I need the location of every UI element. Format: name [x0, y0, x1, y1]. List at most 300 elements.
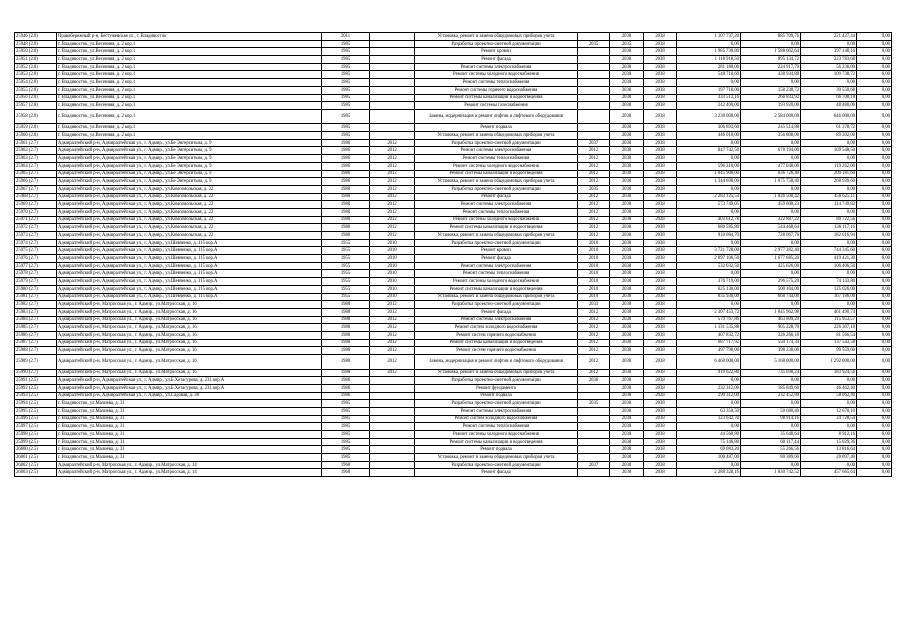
cell-address: г. Владивосток, ул.Весенняя, д. 2 кор.1: [57, 109, 322, 124]
cell-cost-fund: 0,00: [741, 423, 801, 431]
cell-year-built: 1980: [322, 232, 370, 240]
cell-cost-fund: 425 626,00: [741, 262, 801, 270]
cell-year-start: 2038: [610, 446, 644, 454]
cell-year-overhaul: [370, 63, 415, 71]
cell-address: Адмиралтейский р-н, Адмиралтейская ул., г. Адмир., ул.Садовая, д. 38: [57, 392, 322, 400]
cell-cost-fund: 35 648,64: [741, 431, 801, 439]
cell-year-prev: [578, 48, 610, 56]
cell-year-end: 2038: [644, 216, 677, 224]
cell-year-prev: [578, 63, 610, 71]
cell-cost-total: 0,00: [677, 208, 741, 216]
cell-row-id: 25951 (2.8): [15, 56, 57, 64]
table-row: [15, 162, 892, 170]
cell-work-type: Ремонт системы теплоснабжения: [415, 79, 578, 87]
cell-cost-other: 0,00: [857, 355, 892, 370]
cell-cost-total: 0,00: [677, 400, 741, 408]
table-row: [15, 147, 892, 155]
table-row: [15, 431, 892, 439]
cell-cost-owner: 0,00: [801, 79, 857, 87]
cell-year-overhaul: [370, 392, 415, 400]
cell-work-type: Ремонт подвала: [415, 392, 578, 400]
cell-year-overhaul: 2012: [370, 201, 415, 209]
cell-year-overhaul: 2012: [370, 232, 415, 240]
cell-year-start: 2038: [610, 278, 644, 286]
cell-year-start: 2038: [610, 63, 644, 71]
cell-work-type: Ремонт кровли: [415, 247, 578, 255]
cell-work-type: Ремонт кровли: [415, 48, 578, 56]
cell-cost-fund: 266 833,92: [741, 94, 801, 102]
cell-cost-total: 687 717,92: [677, 339, 741, 347]
cell-year-overhaul: 2012: [370, 369, 415, 377]
cell-year-prev: [578, 86, 610, 94]
cell-address: г. Владивосток, ул.Малиева, д. 31: [57, 431, 322, 439]
cell-cost-owner: 744 345,60: [801, 247, 857, 255]
cell-address: Адмиралтейский р-н, Адмиралтейская ул., г. Адмир., ул.Шевченко, д. 115 кор.А: [57, 270, 322, 278]
cell-year-prev: 2035: [578, 40, 610, 48]
cell-address: Адмиралтейский р-н, Адмиралтейская ул., г. Адмир., ул.Б.Хетагурова, д. 231 кор.А: [57, 377, 322, 385]
cell-address: Адмиралтейский р-н, Адмиралтейская ул., г. Адмир., ул.Бе Энгерситьна, д. 9: [57, 147, 322, 155]
cell-cost-other: 0,00: [857, 454, 892, 462]
table-row: [15, 48, 892, 56]
cell-year-built: 1985: [322, 407, 370, 415]
cell-address: Правобережный р-н, Бестужевская ул., г. Владивосток: [57, 33, 322, 41]
cell-work-type: Установка, ремонт и замена общедомовых приборов учета: [415, 132, 578, 140]
cell-cost-other: 0,00: [857, 392, 892, 400]
cell-cost-total: 0,00: [677, 377, 741, 385]
cell-cost-owner: 1 292 000,00: [801, 355, 857, 370]
cell-year-prev: 2012: [578, 316, 610, 324]
cell-cost-fund: 836 726,40: [741, 170, 801, 178]
cell-year-built: 1960: [322, 461, 370, 469]
cell-cost-other: 0,00: [857, 224, 892, 232]
cell-year-start: 2035: [610, 40, 644, 48]
cell-cost-fund: 0,00: [741, 208, 801, 216]
cell-cost-fund: 326 266,18: [741, 331, 801, 339]
cell-year-built: 1955: [322, 293, 370, 301]
cell-year-start: 2038: [610, 400, 644, 408]
cell-cost-fund: 193 920,00: [741, 102, 801, 110]
cell-year-end: 2038: [644, 400, 677, 408]
cell-address: Адмиралтейский р-н, Адмиралтейская ул., г. Адмир., ул.Комсомольская, д. 22: [57, 193, 322, 201]
cell-address: Адмиралтейский р-н, Адмиралтейская ул., г. Адмир., ул.Шевченко, д. 115 кор.А: [57, 278, 322, 286]
cell-year-overhaul: 2012: [370, 316, 415, 324]
cell-cost-owner: 397 148,16: [801, 48, 857, 56]
cell-row-id: 25955 (2.8): [15, 86, 57, 94]
cell-year-overhaul: [370, 124, 415, 132]
cell-year-built: 1988: [322, 339, 370, 347]
cell-year-built: 1988: [322, 301, 370, 309]
table-row: [15, 384, 892, 392]
cell-year-start: 2038: [610, 216, 644, 224]
cell-year-end: 2038: [644, 431, 677, 439]
cell-cost-total: 596 310,00: [677, 162, 741, 170]
cell-cost-fund: 0,00: [741, 400, 801, 408]
cell-year-end: 2038: [644, 308, 677, 316]
cell-year-prev: 2012: [578, 170, 610, 178]
cell-address: Адмиралтейский р-н, Адмиралтейская ул., г. Адмир., ул.Шевченко, д. 115 кор.А: [57, 285, 322, 293]
table-row: [15, 255, 892, 263]
cell-year-end: 2038: [644, 94, 677, 102]
cell-cost-owner: 221 427,44: [801, 33, 857, 41]
cell-work-type: Ремонт системы холодного водоснабжения: [415, 216, 578, 224]
cell-year-overhaul: 2012: [370, 331, 415, 339]
cell-year-overhaul: 2012: [370, 308, 415, 316]
cell-year-end: 2038: [644, 438, 677, 446]
cell-year-end: 2038: [644, 139, 677, 147]
cell-year-prev: 2012: [578, 308, 610, 316]
cell-cost-total: 0,00: [677, 270, 741, 278]
cell-cost-total: 123 642,70: [677, 415, 741, 423]
cell-year-start: 2038: [610, 316, 644, 324]
cell-cost-owner: 0,00: [801, 208, 857, 216]
cell-cost-fund: 550 174,34: [741, 339, 801, 347]
cell-row-id: 25946 (2.8): [15, 33, 57, 41]
table-row: [15, 170, 892, 178]
cell-year-overhaul: [370, 56, 415, 64]
cell-year-start: 2038: [610, 232, 644, 240]
cell-year-end: 2038: [644, 270, 677, 278]
table-row: [15, 415, 892, 423]
cell-year-start: 2038: [610, 285, 644, 293]
cell-year-built: 2011: [322, 33, 370, 41]
cell-year-start: 2038: [610, 339, 644, 347]
cell-year-overhaul: 2012: [370, 162, 415, 170]
cell-year-end: 2038: [644, 423, 677, 431]
cell-cost-total: 548 710,60: [677, 71, 741, 79]
cell-row-id: 25963 (2.7): [15, 155, 57, 163]
cell-address: г. Владивосток, ул.Весенняя, д. 2 кор.1: [57, 40, 322, 48]
cell-cost-total: 0,00: [677, 301, 741, 309]
cell-work-type: Ремонт системы канализации и водоотведения: [415, 224, 578, 232]
table-row: [15, 139, 892, 147]
cell-work-type: Ремонт систем горячего водоснабжения: [415, 347, 578, 355]
cell-cost-fund: 1 075 758,40: [741, 178, 801, 186]
cell-year-start: 2038: [610, 377, 644, 385]
cell-address: Адмиралтейский р-н, Матросская ул., г. Адмир., ул.Матросская, д. 16: [57, 301, 322, 309]
cell-cost-fund: 322 887,22: [741, 216, 801, 224]
cell-row-id: 25965 (2.7): [15, 170, 57, 178]
cell-work-type: Ремонт системы холодного водоснабжения: [415, 162, 578, 170]
cell-row-id: 25960 (2.8): [15, 132, 57, 140]
cell-cost-fund: 1 830 742,52: [741, 469, 801, 477]
table-row: [15, 94, 892, 102]
cell-year-end: 2038: [644, 392, 677, 400]
cell-address: Адмиралтейский р-н, Матросская ул., г. Адмир., ул.Матросская, д. 14: [57, 469, 322, 477]
cell-year-prev: [578, 71, 610, 79]
cell-address: г. Владивосток, ул.Малиева, д. 31: [57, 423, 322, 431]
table-row: [15, 262, 892, 270]
cell-address: Адмиралтейский р-н, Адмиралтейская ул., г. Адмир., ул.Комсомольская, д. 22: [57, 201, 322, 209]
cell-work-type: Установка, ремонт и замена общедомовых приборов учета: [415, 293, 578, 301]
table-row: [15, 316, 892, 324]
cell-year-overhaul: 2010: [370, 293, 415, 301]
cell-year-built: 1986: [322, 170, 370, 178]
cell-address: г. Владивосток, ул.Малиева, д. 31: [57, 438, 322, 446]
cell-year-overhaul: [370, 454, 415, 462]
cell-year-overhaul: 2012: [370, 193, 415, 201]
cell-year-start: 2038: [610, 208, 644, 216]
cell-year-prev: [578, 33, 610, 41]
cell-year-end: 2038: [644, 124, 677, 132]
cell-year-built: 1985: [322, 63, 370, 71]
cell-address: г. Владивосток, ул.Весенняя, д. 2 кор.1: [57, 71, 322, 79]
cell-address: Адмиралтейский р-н, Адмиралтейская ул., г. Адмир., ул.Комсомольская, д. 22: [57, 216, 322, 224]
table-row: [15, 224, 892, 232]
cell-cost-owner: 136 117,16: [801, 224, 857, 232]
cell-year-end: 2038: [644, 239, 677, 247]
cell-row-id: 25966 (2.7): [15, 178, 57, 186]
cell-work-type: Ремонт системы газоснабжения: [415, 102, 578, 110]
cell-address: Адмиралтейский р-н, Матросская ул., г. Адмир., ул.Матросская, д. 14: [57, 461, 322, 469]
cell-cost-total: 2 283 125,53: [677, 193, 741, 201]
cell-cost-owner: 0,00: [801, 377, 857, 385]
cell-address: г. Владивосток, ул.Весенняя, д. 2 кор.1: [57, 63, 322, 71]
cell-cost-fund: 905 228,70: [741, 324, 801, 332]
cell-year-prev: [578, 438, 610, 446]
cell-year-built: 1955: [322, 255, 370, 263]
table-row: [15, 56, 892, 64]
cell-row-id: 25973 (2.7): [15, 232, 57, 240]
cell-year-end: 2038: [644, 102, 677, 110]
cell-year-start: 2038: [610, 301, 644, 309]
cell-cost-fund: 728 067,76: [741, 232, 801, 240]
table-row: [15, 239, 892, 247]
cell-year-overhaul: [370, 71, 415, 79]
cell-address: Адмиралтейский р-н, Матросская ул., г. Адмир., ул.Матросская, д. 16: [57, 324, 322, 332]
cell-work-type: Ремонт систем холодного водоснабжения: [415, 324, 578, 332]
cell-year-overhaul: [370, 132, 415, 140]
cell-year-built: 1986: [322, 377, 370, 385]
cell-cost-fund: 245 514,88: [741, 124, 801, 132]
cell-cost-fund: 0,00: [741, 79, 801, 87]
cell-cost-owner: 0,00: [801, 301, 857, 309]
cell-year-overhaul: 2012: [370, 355, 415, 370]
table-row: [15, 423, 892, 431]
cell-year-start: 2038: [610, 139, 644, 147]
cell-year-start: 2038: [610, 155, 644, 163]
cell-row-id: 25964 (2.7): [15, 162, 57, 170]
cell-cost-fund: 296 575,20: [741, 278, 801, 286]
table-row: [15, 392, 892, 400]
cell-cost-fund: 678 194,00: [741, 147, 801, 155]
cell-cost-total: 532 032,50: [677, 262, 741, 270]
cell-year-start: 2038: [610, 247, 644, 255]
cell-work-type: Ремонт фасада: [415, 308, 578, 316]
cell-cost-fund: 500 104,00: [741, 285, 801, 293]
cell-cost-fund: 2 584 000,00: [741, 109, 801, 124]
cell-year-start: 2038: [610, 193, 644, 201]
cell-cost-fund: 477 048,00: [741, 162, 801, 170]
cell-year-end: 2038: [644, 369, 677, 377]
cell-cost-owner: 0,00: [801, 461, 857, 469]
cell-cost-other: 0,00: [857, 285, 892, 293]
cell-cost-other: 0,00: [857, 94, 892, 102]
cell-work-type: Замена, модернизация и ремонт лифтов и лифтового оборудования: [415, 355, 578, 370]
cell-year-built: 1985: [322, 423, 370, 431]
cell-cost-other: 0,00: [857, 377, 892, 385]
table-row: [15, 40, 892, 48]
cell-cost-other: 0,00: [857, 423, 892, 431]
cell-work-type: Ремонт фасада: [415, 255, 578, 263]
cell-year-prev: [578, 102, 610, 110]
cell-address: г. Владивосток, ул.Весенняя, д. 2 кор.1: [57, 132, 322, 140]
cell-row-id: 25987 (2.7): [15, 339, 57, 347]
cell-cost-fund: 668 744,00: [741, 293, 801, 301]
cell-cost-fund: 98 914,16: [741, 415, 801, 423]
cell-year-start: 2038: [610, 147, 644, 155]
cell-year-start: 2038: [610, 331, 644, 339]
cell-year-overhaul: [370, 94, 415, 102]
cell-year-overhaul: 2012: [370, 147, 415, 155]
cell-year-start: 2038: [610, 255, 644, 263]
cell-work-type: Разработка проектно-сметной документации: [415, 400, 578, 408]
cell-cost-owner: 13 816,64: [801, 446, 857, 454]
table-row: [15, 79, 892, 87]
cell-address: Адмиралтейский р-н, Адмиралтейская ул., г. Адмир., ул.Комсомольская, д. 22: [57, 232, 322, 240]
cell-year-end: 2038: [644, 301, 677, 309]
cell-row-id: 25952 (2.8): [15, 63, 57, 71]
cell-year-end: 2038: [644, 255, 677, 263]
cell-year-prev: 2012: [578, 355, 610, 370]
cell-cost-total: 2 288 328,16: [677, 469, 741, 477]
cell-row-id: 25981 (2.7): [15, 293, 57, 301]
cell-year-prev: [578, 109, 610, 124]
table-row: [15, 369, 892, 377]
cell-year-end: 2038: [644, 71, 677, 79]
cell-cost-total: 232 312,00: [677, 384, 741, 392]
cell-work-type: Установка, ремонт и замена общедомовых приборов учета: [415, 178, 578, 186]
cell-year-built: 1980: [322, 193, 370, 201]
cell-year-overhaul: [370, 109, 415, 124]
cell-row-id: 25983 (2.7): [15, 308, 57, 316]
cell-year-start: 2038: [610, 170, 644, 178]
cell-cost-fund: 0,00: [741, 139, 801, 147]
cell-cost-owner: 223 783,68: [801, 56, 857, 64]
cell-year-end: 2038: [644, 324, 677, 332]
cell-year-overhaul: [370, 446, 415, 454]
cell-address: Адмиралтейский р-н, Матросская ул., г. Адмир., ул.Матросская, д. 16: [57, 316, 322, 324]
cell-address: Адмиралтейский р-н, Матросская ул., г. Адмир., ул.Матросская, д. 16: [57, 308, 322, 316]
cell-year-built: 1985: [322, 40, 370, 48]
cell-cost-owner: 20 097,40: [801, 454, 857, 462]
cell-address: Адмиралтейский р-н, Адмиралтейская ул., г. Адмир., ул.Шевченко, д. 115 кор.А: [57, 239, 322, 247]
cell-year-overhaul: 2012: [370, 347, 415, 355]
cell-year-built: 1985: [322, 79, 370, 87]
cell-row-id: 25995 (2.5): [15, 407, 57, 415]
cell-year-start: 2038: [610, 94, 644, 102]
table-row: [15, 208, 892, 216]
cell-cost-other: 0,00: [857, 339, 892, 347]
cell-year-start: 2038: [610, 132, 644, 140]
cell-cost-other: 0,00: [857, 208, 892, 216]
cell-row-id: 26001 (2.5): [15, 454, 57, 462]
cell-year-prev: [578, 415, 610, 423]
cell-year-prev: 2010: [578, 285, 610, 293]
cell-cost-other: 0,00: [857, 178, 892, 186]
cell-address: г. Владивосток, ул.Малиева, д. 31: [57, 400, 322, 408]
cell-cost-owner: 24 728,54: [801, 415, 857, 423]
cell-row-id: 25957 (2.8): [15, 102, 57, 110]
cell-year-start: 2038: [610, 124, 644, 132]
cell-year-start: 2038: [610, 162, 644, 170]
table-row: [15, 102, 892, 110]
cell-row-id: 25954 (2.8): [15, 79, 57, 87]
cell-year-start: 2038: [610, 79, 644, 87]
cell-year-overhaul: [370, 415, 415, 423]
cell-year-built: 1985: [322, 132, 370, 140]
cell-year-end: 2038: [644, 469, 677, 477]
cell-year-built: 1955: [322, 278, 370, 286]
cell-cost-other: 0,00: [857, 40, 892, 48]
cell-cost-owner: 0,00: [801, 400, 857, 408]
cell-year-built: 1985: [322, 102, 370, 110]
cell-cost-fund: 0,00: [741, 270, 801, 278]
cell-year-overhaul: 2012: [370, 178, 415, 186]
cell-year-built: 1985: [322, 431, 370, 439]
cell-cost-total: 3 230 000,00: [677, 109, 741, 124]
cell-cost-fund: 735 698,24: [741, 369, 801, 377]
table-row: [15, 132, 892, 140]
cell-cost-total: 0,00: [677, 139, 741, 147]
cell-cost-other: 0,00: [857, 301, 892, 309]
cell-year-prev: [578, 407, 610, 415]
cell-work-type: Ремонт системы электроснабжения: [415, 63, 578, 71]
cell-year-end: 2038: [644, 278, 677, 286]
table-row: [15, 293, 892, 301]
cell-cost-total: 2 307 453,72: [677, 308, 741, 316]
cell-work-type: Ремонт системы теплоснабжения: [415, 270, 578, 278]
cell-year-built: 1986: [322, 162, 370, 170]
cell-cost-total: 1 985 730,80: [677, 48, 741, 56]
cell-row-id: 25971 (2.7): [15, 216, 57, 224]
cell-work-type: Ремонт системы электроснабжения: [415, 316, 578, 324]
cell-year-overhaul: [370, 79, 415, 87]
cell-cost-other: 0,00: [857, 446, 892, 454]
table-row: [15, 400, 892, 408]
cell-cost-other: 0,00: [857, 262, 892, 270]
cell-cost-other: 0,00: [857, 56, 892, 64]
cell-cost-other: 0,00: [857, 255, 892, 263]
cell-row-id: 25992 (2.5): [15, 384, 57, 392]
cell-cost-fund: 1 588 602,64: [741, 48, 801, 56]
cell-work-type: Ремонт системы теплоснабжения: [415, 155, 578, 163]
cell-year-start: 2038: [610, 109, 644, 124]
cell-year-prev: [578, 454, 610, 462]
cell-cost-owner: 183 924,56: [801, 369, 857, 377]
cell-cost-other: 0,00: [857, 469, 892, 477]
cell-cost-fund: 1 826 500,42: [741, 193, 801, 201]
cell-work-type: Ремонт системы холодного водоснабжения: [415, 431, 578, 439]
cell-year-end: 2038: [644, 48, 677, 56]
cell-year-built: 1988: [322, 331, 370, 339]
table-row: [15, 232, 892, 240]
cell-cost-total: 6 460 000,00: [677, 355, 741, 370]
cell-address: г. Владивосток, ул.Весенняя, д. 2 кор.1: [57, 56, 322, 64]
cell-cost-total: 847 742,50: [677, 147, 741, 155]
cell-cost-total: 63 350,50: [677, 407, 741, 415]
cell-year-overhaul: [370, 40, 415, 48]
cell-year-prev: 2012: [578, 324, 610, 332]
cell-cost-total: 306 893,60: [677, 124, 741, 132]
cell-cost-total: 0,00: [677, 239, 741, 247]
table-row: [15, 438, 892, 446]
cell-row-id: 25982 (2.7): [15, 301, 57, 309]
cell-cost-total: 1 344 698,00: [677, 178, 741, 186]
cell-cost-total: 573 749,05: [677, 201, 741, 209]
cell-work-type: Установка, ремонт и замена общедомовых приборов учета: [415, 232, 578, 240]
cell-year-built: 1955: [322, 270, 370, 278]
cell-year-start: 2038: [610, 431, 644, 439]
